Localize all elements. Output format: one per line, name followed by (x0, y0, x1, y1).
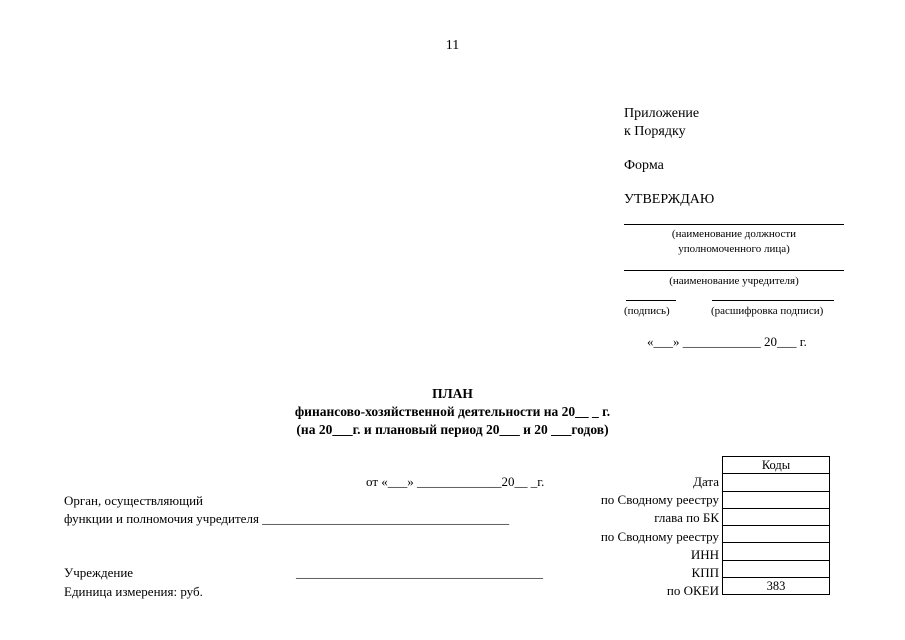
code-row-label: Дата (693, 474, 719, 489)
code-value-cell[interactable] (723, 474, 830, 491)
organ-label-1: Орган, осуществляющий (64, 493, 203, 508)
founder-caption: (наименование учредителя) (669, 275, 799, 287)
decoding-caption: (расшифровка подписи) (711, 305, 824, 317)
position-rule (624, 224, 844, 225)
founder-rule (624, 270, 844, 271)
unit-label: Единица измерения: руб. (64, 584, 203, 599)
code-row-label: КПП (691, 565, 719, 580)
organ-label-2: функции и полномочия учредителя ______________________________________ (64, 511, 510, 526)
code-row-label: по Сводному реестру (600, 492, 719, 508)
code-value-cell[interactable] (723, 491, 830, 508)
position-caption-1: (наименование должности (671, 228, 797, 240)
code-value-cell[interactable] (723, 508, 830, 525)
code-value-cell[interactable] (723, 526, 830, 543)
codes-row (723, 543, 830, 560)
page-number: 11 (445, 38, 460, 53)
form-label: Форма (624, 158, 664, 173)
code-row-label: ИНН (690, 546, 719, 562)
codes-row (723, 491, 830, 508)
appendix-line-2: к Порядку (624, 124, 686, 139)
codes-header-row (723, 457, 830, 474)
code-row-label: глава по БК (654, 510, 719, 526)
code-row-label: по ОКЕИ (666, 583, 719, 599)
plan-subtitle: финансово-хозяйственной деятельности на 20__ _ г. (294, 404, 611, 419)
signature-caption: (подпись) (624, 305, 670, 317)
codes-header: Коды (723, 457, 830, 474)
codes-row (723, 526, 830, 543)
institution-label: Учреждение (64, 565, 134, 580)
code-value-cell[interactable]: 383 (723, 578, 830, 595)
codes-row (723, 474, 830, 491)
signature-rule (626, 300, 676, 301)
plan-period: (на 20___г. и плановый период 20___ и 20 ___годов) (296, 422, 609, 437)
codes-table (722, 456, 830, 595)
approval-date-line: «___» ____________ 20___ г. (647, 334, 807, 349)
codes-row (723, 560, 830, 577)
codes-row (723, 508, 830, 525)
appendix-line-1: Приложение (624, 106, 700, 121)
plan-title: ПЛАН (432, 386, 473, 401)
approve-label: УТВЕРЖДАЮ (624, 192, 715, 207)
code-row-label: по Сводному реестру (600, 528, 719, 544)
codes-row (723, 578, 830, 595)
decoding-rule (712, 300, 834, 301)
form-date-line: от «___» _____________20__ _г. (366, 474, 545, 489)
institution-rule: ______________________________________ (296, 565, 543, 580)
position-caption-2: уполномоченного лица) (678, 243, 790, 255)
code-value-cell[interactable] (723, 543, 830, 560)
code-value-cell[interactable] (723, 560, 830, 577)
